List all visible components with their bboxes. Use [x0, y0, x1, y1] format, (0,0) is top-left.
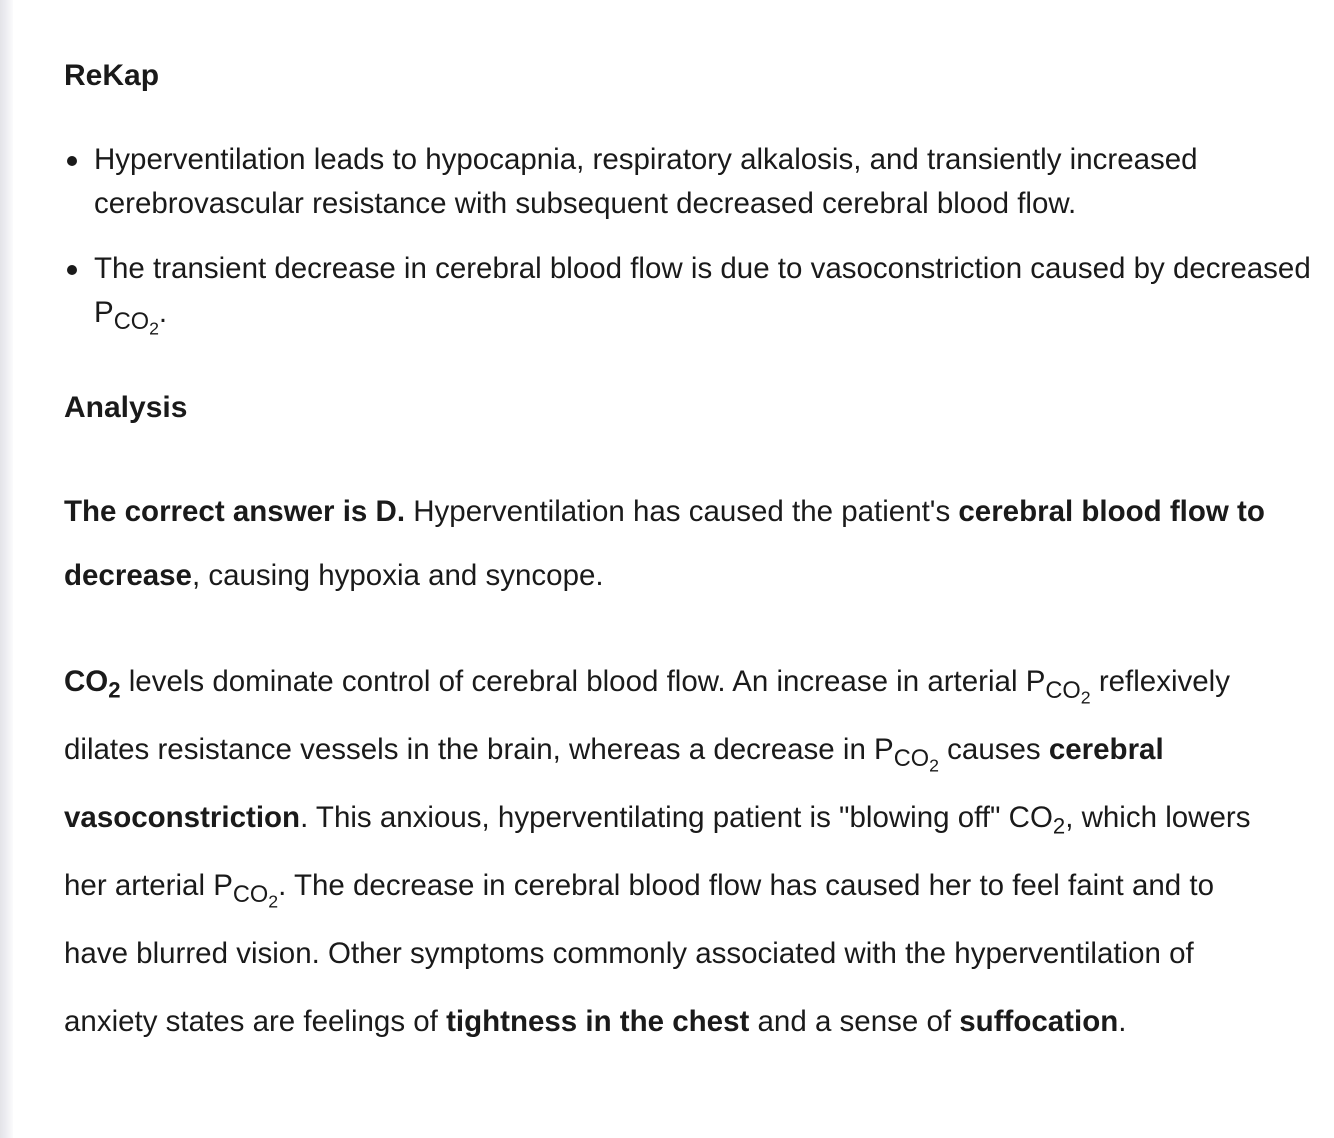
pco2-symbol-c: $P_{CO_2}$: [213, 869, 279, 912]
pco2-symbol-b: $P_{CO_2}$: [874, 733, 939, 776]
analysis-p1-text-2: , causing hypoxia and syncope.: [191, 559, 604, 592]
analysis-paragraph-1: [64, 480, 1279, 608]
correct-answer-statement: The correct answer is D.: [64, 495, 406, 528]
analysis-p2-bold-3: suffocation: [959, 1005, 1119, 1038]
analysis-p2-bold-1: cerebral vasoconstriction: [64, 733, 1164, 834]
rekap-bullet-2-text: The transient decrease in cerebral blood flow is due to vasoconstriction caused by decreased P: [94, 252, 1311, 329]
analysis-p2-text-7: and a sense of: [749, 1005, 960, 1038]
pco2-symbol-a: $P_{CO_2}$: [1025, 665, 1091, 708]
rekap-bullet-1: [64, 138, 1324, 226]
rekap-bullet-2-end: .: [158, 296, 168, 329]
analysis-p2-text-1: levels dominate control of cerebral blood flow. An increase in arterial: [120, 665, 1026, 698]
analysis-heading: Analysis: [64, 391, 188, 424]
analysis-p2-text-6: . The decrease in cerebral blood flow has caused her to feel faint and to have blurred vision. Other symptoms commonly associated with the hyperventilation of anxiety states are feelings of: [64, 869, 1214, 1038]
analysis-p2-text-3: causes: [938, 733, 1049, 766]
left-panel-edge: [0, 0, 13, 1138]
analysis-p1-bold-2: cerebral blood flow to decrease: [64, 495, 1265, 592]
pco2-subscript-2: 2: [149, 318, 159, 339]
analysis-p2-text-8: .: [1118, 1005, 1127, 1038]
rekap-bullet-1-text: Hyperventilation leads to hypocapnia, respiratory alkalosis, and transiently increased cerebrovascular resistance with subsequent decreased cerebral blood flow.: [94, 143, 1198, 220]
analysis-p2-text-4: . This anxious, hyperventilating patient is "blowing off" CO: [300, 801, 1053, 834]
rekap-list: [64, 138, 1324, 356]
pco2-subscript: CO: [113, 309, 150, 336]
co2-bold: $CO_2$: [64, 665, 121, 703]
analysis-paragraph-2: [64, 648, 1279, 1056]
analysis-p2-text-2: reflexively dilates resistance vessels in the brain, whereas a decrease in: [64, 665, 1230, 766]
analysis-p1-text-1: Hyperventilation has caused the patient's: [405, 495, 959, 528]
analysis-p2-text-5: , which lowers her arterial: [64, 801, 1251, 902]
co2-subscript: 2: [1052, 813, 1066, 839]
rekap-heading: ReKap: [64, 59, 160, 92]
analysis-p2-bold-2: tightness in the chest: [446, 1005, 750, 1038]
rekap-bullet-2: [64, 247, 1324, 339]
